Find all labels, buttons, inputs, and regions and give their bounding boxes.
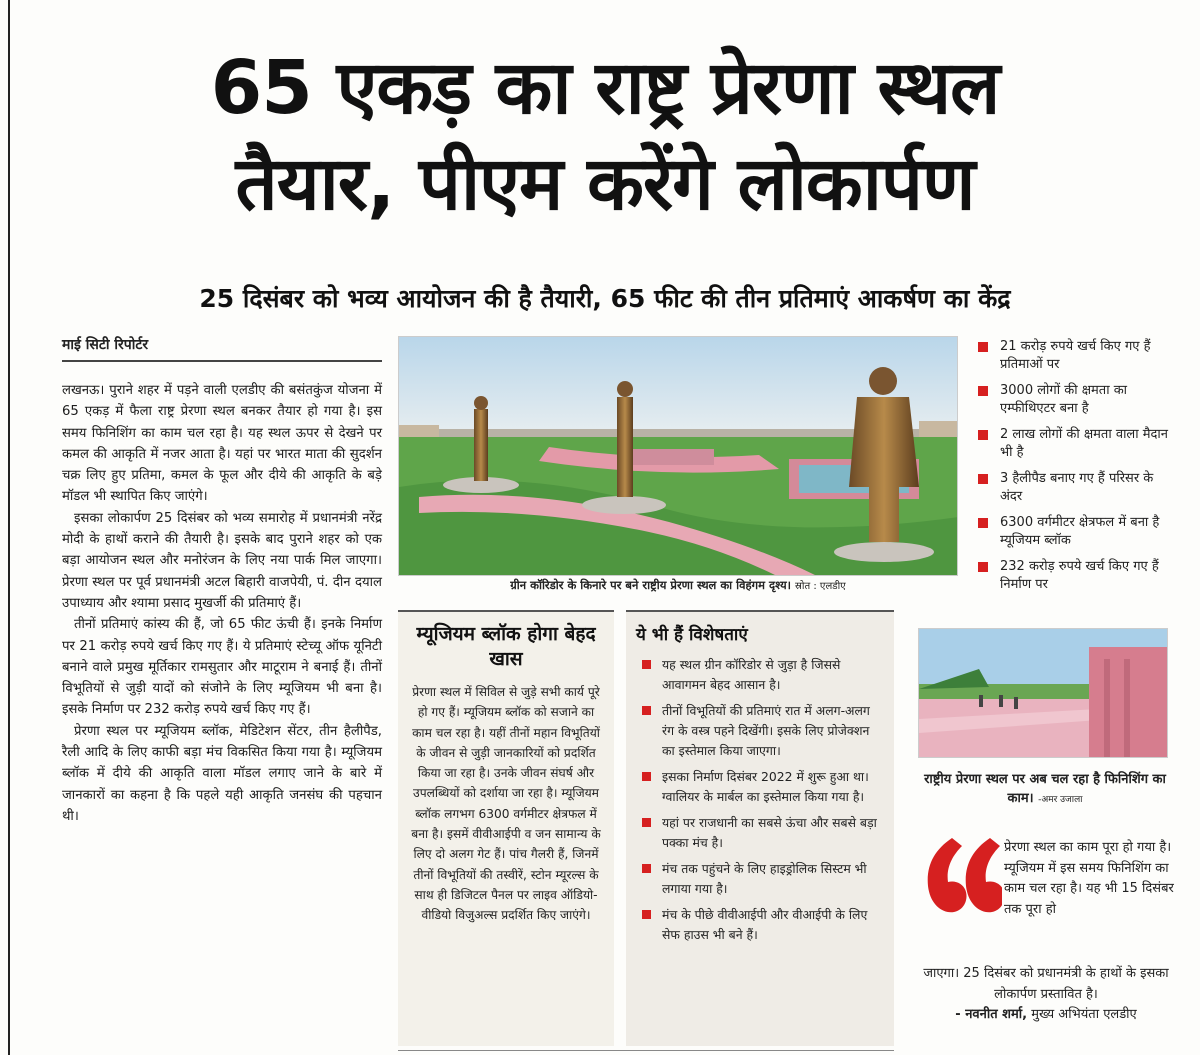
square-bullet-icon — [978, 474, 988, 484]
quote-author-title: मुख्य अभियंता एलडीए — [1031, 1007, 1137, 1022]
square-bullet-icon — [642, 818, 651, 827]
museum-sidebar — [398, 610, 614, 1046]
list-item — [636, 767, 884, 807]
list-item — [636, 859, 884, 899]
quote-text: प्रेरणा स्थल का काम पूरा हो गया है। म्यूजियम में इस समय फिनिशिंग का काम चल रहा है। यह भी 15 दिसंबर तक पूरा हो — [1004, 840, 1174, 917]
key-facts-list — [972, 338, 1172, 602]
square-bullet-icon — [642, 706, 651, 715]
feature-text: मंच तक पहुंचने के लिए हाइड्रोलिक सिस्टम भी लगाया गया है। — [662, 861, 867, 896]
aerial-photo-illustration — [399, 337, 958, 576]
feature-text: यहां पर राजधानी का सबसे ऊंचा और सबसे बड़ा पक्का मंच है। — [662, 815, 877, 850]
square-bullet-icon — [642, 660, 651, 669]
list-item — [972, 558, 1172, 594]
square-bullet-icon — [978, 562, 988, 572]
square-bullet-icon — [978, 342, 988, 352]
fact-text: 3 हैलीपैड बनाए गए हैं परिसर के अंदर — [1000, 471, 1154, 504]
features-sidebar — [626, 610, 894, 1046]
fact-text: 21 करोड़ रुपये खर्च किए गए हैं प्रतिमाओं पर — [1000, 339, 1151, 372]
list-item — [636, 655, 884, 695]
caption-source: -अमर उजाला — [1038, 795, 1083, 805]
feature-text: इसका निर्माण दिसंबर 2022 में शुरू हुआ था। ग्वालियर के मार्बल का इस्तेमाल किया गया है। — [662, 769, 869, 804]
quote-attribution — [918, 1005, 1174, 1026]
caption-text: राष्ट्रीय प्रेरणा स्थल पर अब चल रहा है फिनिशिंग का काम। — [924, 772, 1166, 806]
list-item — [972, 470, 1172, 506]
square-bullet-icon — [642, 910, 651, 919]
fact-text: 6300 वर्गमीटर क्षेत्रफल में बना है म्यूजियम ब्लॉक — [1000, 515, 1160, 548]
subheadline: 25 दिसंबर को भव्य आयोजन की है तैयारी, 65 फीट की तीन प्रतिमाएं आकर्षण का केंद्र — [199, 284, 1011, 313]
article-body — [62, 380, 382, 827]
quote-mark-icon — [922, 828, 1002, 920]
aerial-photo — [398, 336, 958, 576]
feature-text: यह स्थल ग्रीन कॉरिडोर से जुड़ा है जिससे आवागमन बेहद आसान है। — [662, 657, 841, 692]
fact-text: 3000 लोगों की क्षमता का एम्फीथिएटर बना है — [1000, 383, 1128, 416]
site-photo — [918, 628, 1168, 758]
site-photo-caption — [918, 770, 1172, 810]
paragraph: लखनऊ। पुराने शहर में पड़ने वाली एलडीए की बसंतकुंज योजना में 65 एकड़ में फैला राष्ट्र प्रेरणा स्थल बनकर तैयार हो गया है। इस समय फिनिशिंग का काम चल रहा है। यह स्थल ऊपर से देखने पर कमल की आकृति में नजर आता है। यहां पर भारत माता की सुदर्शन चक्र लिए हुए प्रतिमा, कमल के फूल और दीये की आकृति के बड़े मॉडल भी स्थापित किए जाएंगे। — [62, 383, 382, 505]
list-item — [636, 701, 884, 761]
paragraph: प्रेरणा स्थल पर म्यूजियम ब्लॉक, मेडिटेशन सेंटर, तीन हैलीपैड, रैली आदि के लिए काफी बड़ा मंच विकसित किया गया है। म्यूजियम ब्लॉक में दीये की आकृति वाला मॉडल लगाए जाने के बारे में जानकारों का कहना है कि पहले यही आकृति जनसंघ की पहचान थी। — [62, 723, 382, 824]
headline-line-2: तैयार, पीएम करेंगे लोकार्पण — [235, 141, 975, 227]
quote-continuation — [918, 964, 1174, 1026]
list-item — [972, 382, 1172, 418]
headline — [40, 40, 1170, 232]
list-item — [636, 905, 884, 945]
feature-text: मंच के पीछे वीवीआईपी और वीआईपी के लिए सेफ हाउस भी बने हैं। — [662, 907, 868, 942]
features-list — [636, 655, 884, 945]
list-item — [972, 426, 1172, 462]
headline-line-1: 65 एकड़ का राष्ट्र प्रेरणा स्थल — [210, 45, 1000, 131]
quote-author: - नवनीत शर्मा, — [955, 1007, 1028, 1022]
paragraph: तीनों प्रतिमाएं कांस्य की हैं, जो 65 फीट ऊंची हैं। इनके निर्माण पर 21 करोड़ रुपये खर्च किए गए हैं। ये प्रतिमाएं स्टेच्यू ऑफ यूनिटी बनाने वाले प्रमुख मूर्तिकार रामसुतार और माटूराम ने बनाई हैं। तीनों विभूतियों से जुड़ी यादों को संजोने के लिए म्यूजियम भी बना है। इसके निर्माण पर 232 करोड़ रुपये खर्च किए गए हैं। — [62, 617, 382, 718]
feature-text: तीनों विभूतियों की प्रतिमाएं रात में अलग-अलग रंग के वस्त्र पहने दिखेंगी। इसके लिए प्रोजेक्शन का इस्तेमाल किया जाएगा। — [662, 703, 870, 758]
list-item — [972, 338, 1172, 374]
fact-text: 2 लाख लोगों की क्षमता वाला मैदान भी है — [1000, 427, 1169, 460]
caption-source: स्रोत : एलडीए — [795, 581, 846, 592]
bottom-divider — [398, 1050, 894, 1051]
list-item — [972, 514, 1172, 550]
features-title: ये भी हैं विशेषताएं — [636, 625, 748, 645]
square-bullet-icon — [978, 430, 988, 440]
site-photo-illustration — [919, 629, 1168, 758]
quote-tail-text: जाएगा। 25 दिसंबर को प्रधानमंत्री के हाथों के इसका लोकार्पण प्रस्तावित है। — [923, 966, 1169, 1002]
square-bullet-icon — [978, 518, 988, 528]
list-item — [636, 813, 884, 853]
caption-text: ग्रीन कॉरिडोर के किनारे पर बने राष्ट्रीय प्रेरणा स्थल का विहंगम दृश्य। — [510, 578, 792, 592]
square-bullet-icon — [642, 772, 651, 781]
byline: माई सिटी रिपोर्टर — [62, 335, 382, 362]
fact-text: 232 करोड़ रुपये खर्च किए गए हैं निर्माण पर — [1000, 559, 1159, 592]
aerial-photo-caption — [398, 578, 958, 593]
page-edge-rule — [8, 0, 10, 1055]
museum-title: म्यूजियम ब्लॉक होगा बेहद खास — [416, 623, 596, 670]
square-bullet-icon — [642, 864, 651, 873]
museum-text: प्रेरणा स्थल में सिविल से जुड़े सभी कार्य पूरे हो गए हैं। म्यूजियम ब्लॉक को सजाने का काम चल रहा है। यहीं तीनों महान विभूतियों के जीवन से जुड़ी जानकारियों को प्रदर्शित किया जा रहा है। उनके जीवन संघर्ष और उपलब्धियों को दर्शाया जा रहा है। म्यूजियम ब्लॉक लगभग 6300 वर्गमीटर क्षेत्रफल में बना है। इसमें वीवीआईपी व जन सामान्य के लिए दो अलग गेट हैं। पांच गैलरी हैं, जिनमें तीनों विभूतियों की तस्वीरें, स्टोन म्यूरल्स के साथ ही डिजिटल पैनल पर लाइव ऑडियो-वीडियो विजुअल्स प्रदर्शित किए जाएंगे। — [411, 685, 601, 923]
square-bullet-icon — [978, 386, 988, 396]
paragraph: इसका लोकार्पण 25 दिसंबर को भव्य समारोह में प्रधानमंत्री नरेंद्र मोदी के हाथों कराने की तैयारी है। इसके बाद पुराने शहर को एक बड़ा आयोजन स्थल और मनोरंजन के लिए नया पार्क मिल जाएगा। प्रेरणा स्थल पर पूर्व प्रधानमंत्री अटल बिहारी वाजपेयी, पं. दीन दयाल उपाध्याय और श्यामा प्रसाद मुखर्जी की प्रतिमाएं हैं। — [62, 510, 382, 611]
